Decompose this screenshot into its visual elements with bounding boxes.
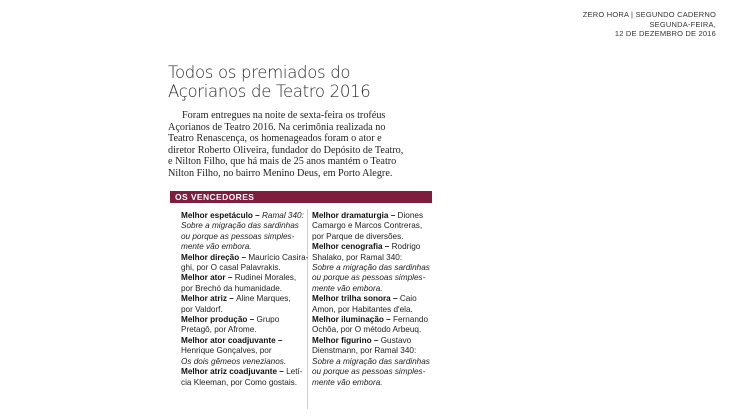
award-winner-line: ou porque as pessoas simples- [312,367,426,377]
award-entry [312,336,434,388]
award-winner-line: Ramal 340: [262,211,304,220]
award-category: Melhor cenografia – [312,242,392,252]
award-winner-line: Rodrigo [391,242,421,252]
award-winner-line: ou porque as pessoas simples- [181,231,295,241]
award-winner-line: Rudinei Morales, [234,273,297,283]
award-winner-line: Amon, por Habitantes d'ela. [312,304,413,314]
award-entry [181,336,303,367]
award-winner-line: cia Kleeman, por Como gostais. [181,377,298,387]
award-winner-line: Henrique Gonçalves, por [181,346,272,356]
award-winner-line: Camargo e Marcos Contreras, [312,221,423,231]
winners-right-column [312,211,434,388]
intro-line: Teatro Renascença, os homenageados foram o ator e [168,133,382,145]
award-winner-line: ou porque as pessoas simples- [312,273,426,283]
award-category: Melhor produção – [181,315,257,325]
award-winner-line: mente vão embora. [181,242,252,252]
award-winner-line: Ochôa, por O método Arbeuq. [312,325,422,335]
award-category: Melhor ator – [181,273,235,283]
masthead [516,10,716,39]
award-winner-line: Gustavo [380,335,412,345]
award-category: Melhor atriz coadjuvante – [181,367,287,377]
award-winner-line: Os dois gêmeos venezianos. [181,356,287,366]
masthead-weekday: SEGUNDA-FEIRA, [649,19,716,29]
award-entry [181,294,303,315]
masthead-date: 12 DE DEZEMBRO DE 2016 [614,29,716,38]
award-entry [312,294,434,315]
intro-line: diretor Roberto Oliveira, fundador do Depósito de Teatro, [168,144,404,156]
award-winner-line: ghi, por O casal Palavrakis. [181,263,281,273]
award-winner-line: Diones [397,211,424,220]
winners-left-column [181,211,309,388]
award-winner-line: Aline Marques, [236,294,291,304]
intro-line: Nilton Filho, no bairro Menino Deus, em Porto Alegre. [168,167,393,179]
award-winner-line: Dienstmann, por Ramal 340: [312,346,417,356]
award-category: Melhor trilha sonora – [312,294,400,304]
award-category: Melhor espetáculo – [181,211,262,220]
winners-header: OS VENCEDORES [175,192,255,202]
masthead-publication: ZERO HORA | SEGUNDO CADERNO [582,10,716,19]
award-category: Melhor figurino – [312,335,381,345]
column-divider [307,209,308,409]
article-title-line: Todos os premiados do [168,63,351,82]
award-winner-line: Sobre a migração das sardinhas [312,356,430,366]
award-entry [181,367,303,388]
award-entry [181,315,303,336]
award-winner-line: por Parque de diversões. [312,231,404,241]
award-winner-line: Maurício Casira- [248,252,309,262]
article-title [168,63,468,101]
award-category: Melhor dramaturgia – [312,211,398,220]
award-winner-line: Pretagô, por Afrome. [181,325,257,335]
award-entry [181,252,309,274]
winners-header-bar [170,191,432,203]
article-intro [168,110,434,180]
award-winner-line: mente vão embora. [312,283,383,293]
intro-line: Açorianos de Teatro 2016. Na cerimônia realizada no [168,121,386,133]
award-entry [312,211,434,242]
award-category: Melhor iluminação – [312,315,393,325]
award-winner-line: Fernando [392,315,429,325]
award-winner-line: Shalako, por Ramal 340: [312,252,403,262]
intro-line: e Nilton Filho, que há mais de 25 anos mantém o Teatro [168,156,397,168]
award-entry [181,273,303,294]
award-winner-line: Sobre a migração das sardinhas [312,263,430,273]
award-winner-line: por Valdorf. [181,304,223,314]
award-winner-line: Letí- [286,367,303,377]
award-winner-line: mente vão embora. [312,377,383,387]
award-entry [312,242,434,294]
award-category: Melhor atriz – [181,294,237,304]
award-winner-line: Caio [399,294,417,304]
award-winner-line: por Brechó da humanidade. [181,283,283,293]
award-winner-line: Sobre a migração das sardinhas [181,221,299,231]
award-category: Melhor direção – [181,252,249,262]
award-winner-line: Grupo [256,315,280,325]
award-entry [181,211,303,253]
award-entry [312,315,434,336]
award-category: Melhor ator coadjuvante – [181,335,283,345]
intro-line: Foram entregues na noite de sexta-feira os troféus [182,110,386,121]
article-title-line: Açorianos de Teatro 2016 [168,82,371,101]
